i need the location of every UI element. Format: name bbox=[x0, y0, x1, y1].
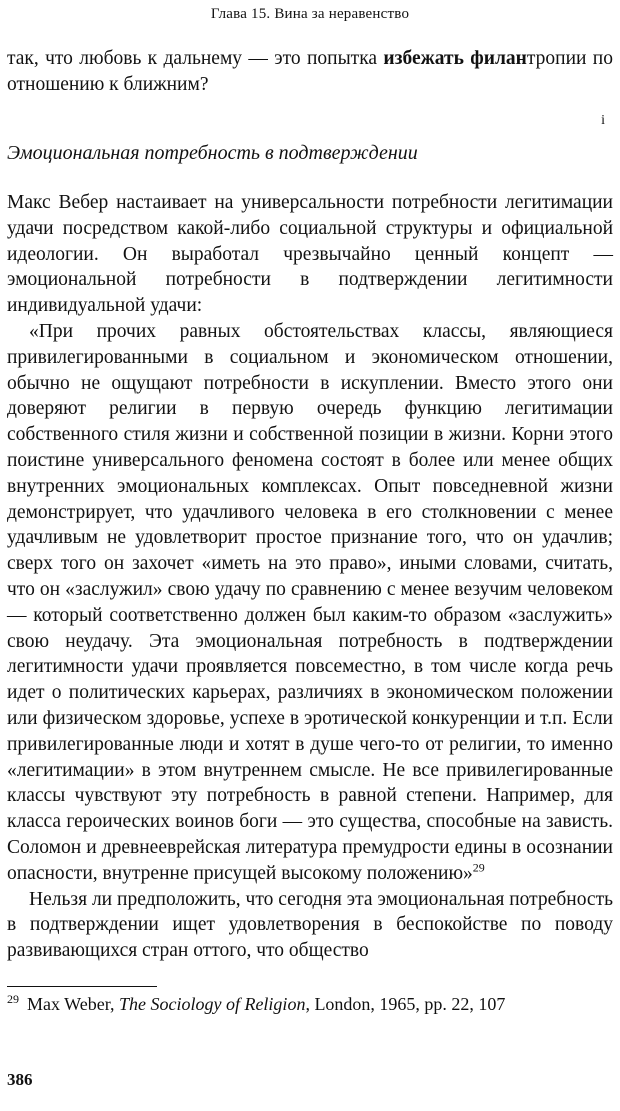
quote-paragraph bbox=[7, 319, 613, 887]
stray-mark: i bbox=[601, 113, 605, 128]
running-header: Глава 15. Вина за неравенство bbox=[210, 6, 410, 22]
page-number: 386 bbox=[7, 1070, 33, 1089]
footnote-divider bbox=[7, 986, 157, 987]
footnote-details: , London, 1965, pp. 22, 107 bbox=[305, 993, 506, 1014]
footnote-book-title: The Sociology of Religion bbox=[118, 993, 306, 1014]
bold-phrase: избежать филан bbox=[383, 48, 527, 69]
quote-text: «При прочих равных обстоятельствах классы, являющиеся привилегированными в социальном и экономическом отношении, обычно не ощущают потребности в искуплении. Вместо этого они доверяют религии в первую очередь функцию легитимации собственного стиля жизни и собственной позиции в жизни. Корни этого поистине универсального феномена состоят в более или менее общих внутренних эмоциональных комплексах. Опыт повседневной жизни демонстрирует, что удачливого человека в его столкновении с менее удачливым не удовлетворит простое признание того, что он удачлив; сверх того он захочет «иметь на это право», иными словами, считать, что он «заслужил» свою удачу по сравнению с менее везучим человеком — который соответственно должен был каким-то образом «заслужить» свою неудачу. Эта эмоциональная потребность в подтверждении легитимности удачи проявляется повсеместно, в том числе когда речь идет о политических карьерах, различиях в экономическом положении или физическом здоровье, успехе в эротической конкуренции и т.п. Если привилегированные люди и хотят в душе чего-то от религии, то именно «легитимации» в этом внутреннем смысле. Не все привилегированные классы чувствуют эту потребность в равной степени. Например, для класса героических воинов боги — это существа, способные на зависть. Соломон и древнееврейская литература премудрости едины в осознании опасности, внутренне присущей высокому положению» bbox=[7, 320, 613, 884]
body-paragraph-3: Нельзя ли предположить, что сегодня эта эмоциональная потребность в подтверждении ищет удовлетворения в беспокойстве по поводу развивающихся стран оттого, что общество bbox=[7, 888, 613, 962]
footnote-author: Max Weber, bbox=[27, 993, 119, 1014]
footnote-number: 29 bbox=[7, 991, 19, 1006]
continued-text-end: тропии по отношению к ближним? bbox=[7, 48, 613, 95]
footnote-reference: 29 bbox=[472, 860, 485, 875]
footnote bbox=[7, 993, 613, 1015]
continued-paragraph bbox=[7, 46, 613, 98]
continued-text-start: так, что любовь к дальнему — это попытка bbox=[7, 48, 384, 69]
section-heading: Эмоциональная потребность в подтверждении bbox=[7, 142, 418, 164]
body-paragraph-1: Макс Вебер настаивает на универсальности потребности легитимации удачи посредством какой-либо социальной структуры и официальной идеологии. Он выработал чрезвычайно ценный концепт — эмоциональной потребности в подтверждении легитимности индивидуальной удачи: bbox=[7, 192, 613, 317]
